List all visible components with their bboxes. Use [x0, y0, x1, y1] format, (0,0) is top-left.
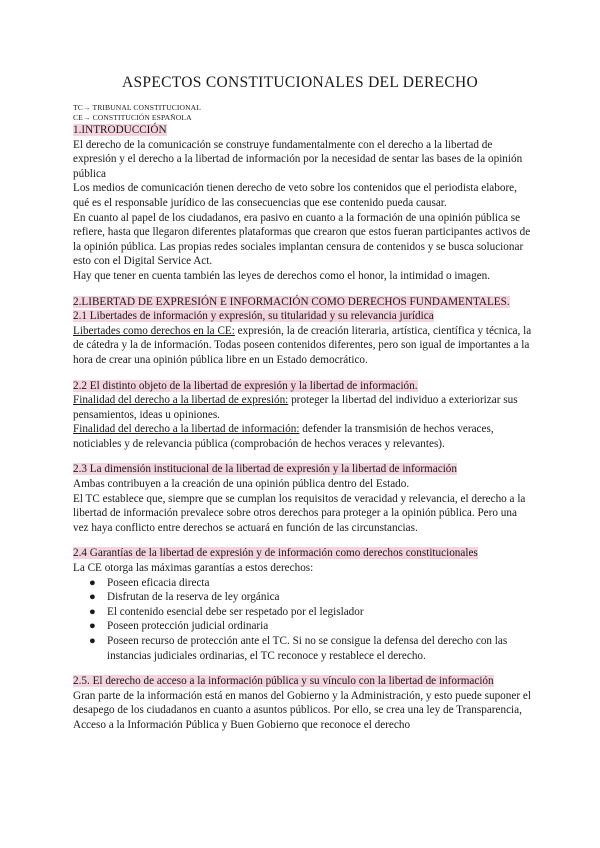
paragraph: En cuanto al papel de los ciudadanos, era pasivo en cuanto a la formación de una opinión pública se refiere, hasta que llegaron diferentes plataformas que crearon que estos fueran participantes activos de la opinión pública. Las propias redes sociales implantan censura de contenidos y se busca solucionar esto con el Digital Service Act.: [73, 211, 531, 268]
document-body: [73, 103, 533, 733]
list-item-text: Poseen eficacia directa: [107, 576, 210, 589]
document-title: ASPECTOS CONSTITUCIONALES DEL DERECHO: [122, 74, 478, 91]
heading-text: 2.LIBERTAD DE EXPRESIÓN E INFORMACIÓN COMO DERECHOS FUNDAMENTALES.: [73, 295, 510, 308]
paragraph: [73, 422, 533, 451]
bullet-icon: ●: [89, 605, 96, 618]
paragraph: Gran parte de la información está en manos del Gobierno y la Administración, y esto puede suponer el desapego de los ciudadanos en cuanto a asuntos públicos. Por ello, se crea una ley de Transparencia, Acceso a la Información Pública y Buen Gobierno que reconoce el derecho: [73, 689, 531, 731]
paragraph: Hay que tener en cuenta también las leyes de derechos como el honor, la intimidad o imagen.: [73, 269, 491, 282]
spacer: [73, 368, 533, 379]
paragraph: El derecho de la comunicación se construye fundamentalmente con el derecho a la libertad de expresión y el derecho a la libertad de información por la necesidad de sentar las bases de la opinión pública: [73, 138, 523, 180]
guarantees-list: [73, 576, 533, 664]
heading-text: 1.INTRODUCCIÓN: [73, 124, 167, 136]
heading-text: 2.5. El derecho de acceso a la información pública y su vínculo con la libertad de información: [73, 675, 494, 688]
subsection-heading-2-4: [73, 546, 533, 561]
list-item-text: Disfrutan de la reserva de ley orgánica: [107, 591, 280, 604]
spacer: [73, 663, 533, 674]
section-heading-libertad: [73, 295, 533, 310]
bullet-icon: ●: [89, 620, 96, 633]
paragraph: El TC establece que, siempre que se cumplan los requisitos de veracidad y relevancia, el derecho a la libertad de información prevalece sobre otros derechos para proteger a la opinión pública. Pero una vez haya conflicto entre derechos se actuará en función de las circunstancias.: [73, 492, 526, 534]
paragraph-text: proteger la libertad del individuo a exteriorizar sus pensamientos, ideas u opiniones.: [73, 394, 518, 421]
underlined-lead: Finalidad del derecho a la libertad de expresión:: [73, 394, 289, 407]
list-item: [89, 619, 533, 634]
underlined-lead: Libertades como derechos en la CE:: [73, 324, 235, 337]
heading-text: 2.4 Garantías de la libertad de expresión y de información como derechos constitucionales: [73, 547, 478, 560]
spacer: [73, 535, 533, 546]
paragraph-text: defender la transmisión de hechos veraces, noticiables y de relevancia pública (comprobación de hechos veraces y relevantes).: [73, 423, 494, 450]
list-item: [89, 605, 533, 620]
paragraph-text: expresión, la de creación literaria, artística, científica y técnica, la de cátedra y la de información. Todas poseen contenidos diferentes, pero son igual de importantes a la hora de crear una opinión pública libre en un Estado democrático.: [73, 324, 532, 366]
abbreviation-tc: TC→ TRIBUNAL CONSTITUCIONAL: [73, 103, 201, 112]
subsection-heading-2-1: [73, 309, 533, 324]
spacer: [73, 451, 533, 462]
heading-text: 2.2 El distinto objeto de la libertad de expresión y la libertad de información.: [73, 379, 418, 392]
list-item: [89, 576, 533, 591]
list-item-text: Poseen recurso de protección ante el TC. Si no se consigue la defensa del derecho con las instancias judiciales ordinarias, el TC reconoce y restablece el derecho.: [107, 635, 508, 662]
paragraph: [73, 324, 533, 368]
bullet-icon: ●: [89, 576, 96, 589]
section-heading-introduccion: [73, 123, 533, 138]
paragraph: Los medios de comunicación tienen derecho de veto sobre los contenidos que el periodista elabore, qué es el responsable jurídico de las consecuencias que ese contenido pueda causar.: [73, 182, 517, 209]
subsection-heading-2-3: [73, 462, 533, 477]
list-item-text: Poseen protección judicial ordinaria: [107, 620, 269, 633]
underlined-lead: Finalidad del derecho a la libertad de información:: [73, 423, 300, 436]
subsection-heading-2-5: [73, 674, 533, 689]
list-item: [89, 590, 533, 605]
paragraph: La CE otorga las máximas garantías a estos derechos:: [73, 562, 314, 575]
paragraph: Ambas contribuyen a la creación de una opinión pública dentro del Estado.: [73, 478, 410, 491]
bullet-icon: ●: [89, 591, 96, 604]
bullet-icon: ●: [89, 635, 96, 647]
subsection-heading-2-2: [73, 379, 533, 394]
list-item: [89, 634, 533, 663]
paragraph: [73, 393, 533, 422]
heading-text: 2.3 La dimensión institucional de la libertad de expresión y la libertad de información: [73, 463, 457, 476]
list-item-text: El contenido esencial debe ser respetado por el legislador: [107, 605, 364, 618]
abbreviation-ce: CE→ CONSTITUCIÓN ESPAÑOLA: [73, 113, 192, 122]
heading-text: 2.1 Libertades de información y expresión, su titularidad y su relevancia jurídica: [73, 310, 434, 323]
spacer: [73, 284, 533, 295]
